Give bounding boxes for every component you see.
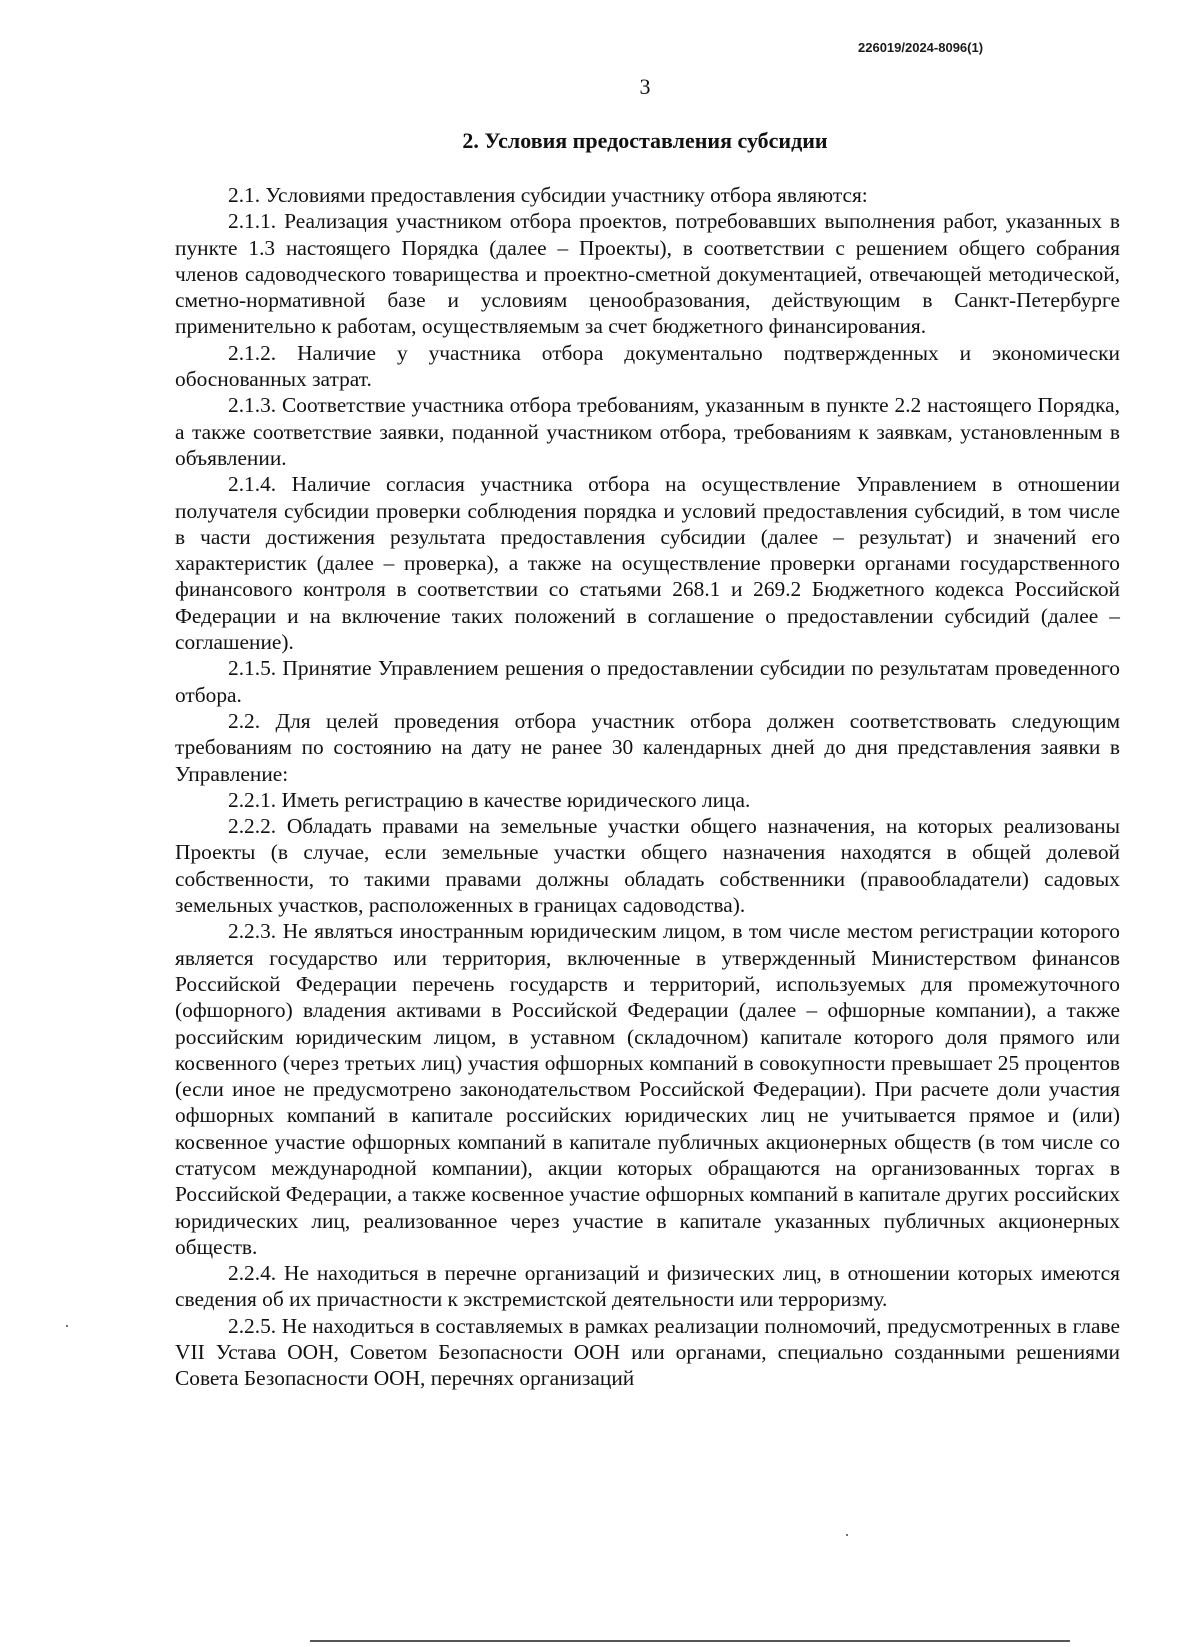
paragraph-2-2-2: 2.2.2. Обладать правами на земельные участки общего назначения, на которых реализованы Проекты (в случае, если земельные участки общего назначения находятся в общей долевой собственности, то такими правами должны обладать собственники (правообладатели) садовых земельных участков, расположенных в границах садоводства). [175, 814, 1120, 918]
paragraph-2-2-3: 2.2.3. Не являться иностранным юридическим лицом, в том числе местом регистрации которого является государство или территория, включенные в утвержденный Министерством финансов Российской Федерации перечень государств и территорий, используемых для промежуточного (офшорного) владения активами в Российской Федерации (далее – офшорные компании), а также российским юридическим лицом, в уставном (складочном) капитале которого доля прямого или косвенного (через третьих лиц) участия офшорных компаний в совокупности превышает 25 процентов (если иное не предусмотрено законодательством Российской Федерации). При расчете доли участия офшорных компаний в капитале российских юридических лиц не учитывается прямое и (или) косвенное участие офшорных компаний в капитале публичных акционерных обществ (в том числе со статусом международной компании), акции которых обращаются на организованных торгах в Российской Федерации, а также косвенное участие офшорных компаний в капитале других российских юридических лиц, реализованное через участие в капитале указанных публичных акционерных обществ. [175, 919, 1120, 1259]
scan-edge-line [310, 1640, 1070, 1642]
scan-speck [846, 1534, 848, 1536]
page-number: 3 [639, 74, 651, 99]
paragraph-2-2-1: 2.2.1. Иметь регистрацию в качестве юридического лица. [228, 787, 751, 812]
document-registration-number: 226019/2024-8096(1) [858, 40, 984, 55]
paragraph-2-2-5: 2.2.5. Не находиться в составляемых в рамках реализации полномочий, предусмотренных в главе VII Устава ООН, Советом Безопасности ООН или органами, специально созданными решениями Совета Безопасности ООН, перечнях организаций [175, 1313, 1120, 1391]
scan-speck [66, 1325, 68, 1327]
paragraph-2-1-4: 2.1.4. Наличие согласия участника отбора на осуществление Управлением в отношении получателя субсидии проверки соблюдения порядка и условий предоставления субсидий, в том числе в части достижения результата предоставления субсидии (далее – результат) и значений его характеристик (далее – проверка), а также на осуществление проверки органами государственного финансового контроля в соответствии со статьями 268.1 и 269.2 Бюджетного кодекса Российской Федерации и на включение таких положений в соглашение о предоставлении субсидий (далее – соглашение). [175, 472, 1120, 655]
paragraph-2-1-5: 2.1.5. Принятие Управлением решения о предоставлении субсидии по результатам проведенного отбора. [175, 656, 1120, 707]
paragraph-2-1-2: 2.1.2. Наличие у участника отбора документально подтвержденных и экономически обоснованных затрат. [175, 340, 1120, 392]
paragraph-2-2-4: 2.2.4. Не находиться в перечне организаций и физических лиц, в отношении которых имеются сведения об их причастности к экстремистской деятельности или терроризму. [175, 1261, 1120, 1312]
document-body [175, 182, 1120, 1392]
paragraph-2-1: 2.1. Условиями предоставления субсидии участнику отбора являются: [228, 183, 868, 207]
paragraph-2-2: 2.2. Для целей проведения отбора участник отбора должен соответствовать следующим требованиям по состоянию на дату не ранее 30 календарных дней до дня представления заявки в Управление: [175, 708, 1120, 786]
paragraph-2-1-3: 2.1.3. Соответствие участника отбора требованиям, указанным в пункте 2.2 настоящего Порядка, а также соответствие заявки, поданной участником отбора, требованиям к заявкам, установленным в объявлении. [175, 393, 1120, 470]
section-title: 2. Условия предоставления субсидии [462, 128, 828, 153]
paragraph-2-1-1: 2.1.1. Реализация участником отбора проектов, потребовавших выполнения работ, указанных в пункте 1.3 настоящего Порядка (далее – Проекты), в соответствии с решением общего собрания членов садоводческого товарищества и проектно-сметной документацией, отвечающей методической, сметно-нормативной базе и условиям ценообразования, действующим в Санкт-Петербурге применительно к работам, осуществляемым за счет бюджетного финансирования. [175, 209, 1120, 339]
